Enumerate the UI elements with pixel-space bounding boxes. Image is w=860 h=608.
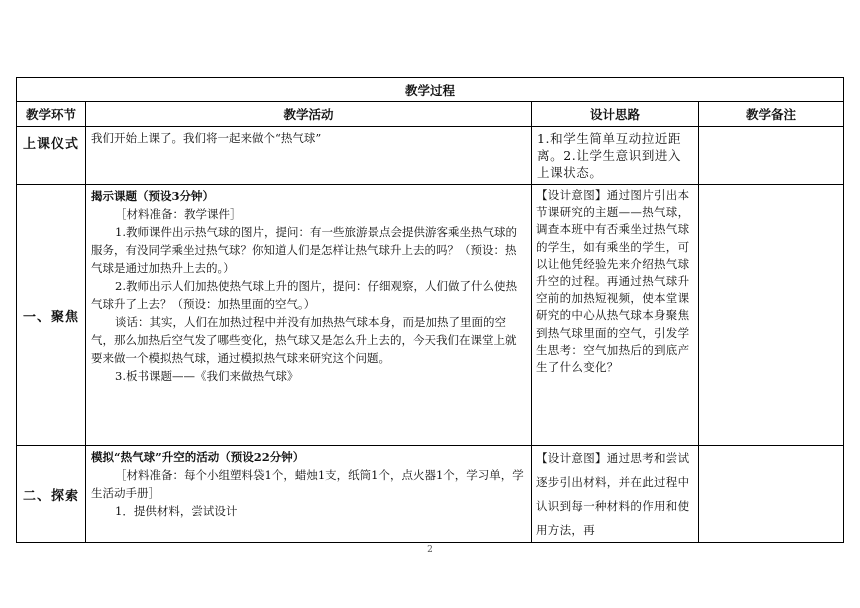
- activity-step: 1.教师课件出示热气球的图片，提问：有一些旅游景点会提供游客乘坐热气球的服务，有没同学乘坐过热气球？你知道人们是怎样让热气球升上去的吗？（预设：热气球是通过加热升上去的。）: [91, 225, 517, 275]
- notes-cell: [699, 127, 844, 185]
- activity-cell: [86, 127, 532, 185]
- table-title-row: [17, 78, 844, 102]
- header-activity: 教学活动: [86, 102, 532, 127]
- activity-step: 1．提供材料，尝试设计: [115, 504, 238, 518]
- materials-note: ［材料准备：每个小组塑料袋1个，蜡烛1支，纸筒1个，点火器1个，学习单，学生活动手册］: [91, 468, 524, 500]
- table-row: [17, 446, 844, 543]
- section-label: 二、探索: [17, 446, 86, 543]
- design-cell: 【设计意图】通过图片引出本节课研究的主题——热气球，调查本班中有否乘坐过热气球的学生，如有乘坐的学生，可以让他凭经验先来介绍热气球升空的过程。再通过热气球升空前的加热短视频，使本堂课研究的中心从热气球本身聚焦到热气球里面的空气，引发学生思考：空气加热后的到底产生了什么变化？: [532, 185, 699, 446]
- table-title: 教学过程: [17, 78, 844, 102]
- materials-note: ［材料准备：教学课件］: [115, 207, 242, 221]
- notes-cell: [699, 185, 844, 446]
- header-design: 设计思路: [532, 102, 699, 127]
- table-row: [17, 185, 844, 446]
- activity-heading: 揭示课题（预设3分钟）: [91, 189, 215, 203]
- table-row: [17, 127, 844, 185]
- section-label: 一、聚焦: [17, 185, 86, 446]
- activity-cell: [86, 446, 532, 543]
- notes-cell: [699, 446, 844, 543]
- page-number: 2: [427, 545, 433, 555]
- activity-talk: 谈话：其实，人们在加热过程中并没有加热热气球本身，而是加热了里面的空气，那么加热后空气发了哪些变化，热气球又是怎么升上去的，今天我们在课堂上就要来做一个模拟热气球，通过模拟热气球来研究这个问题。: [91, 315, 517, 365]
- design-cell: 【设计意图】通过思考和尝试逐步引出材料，并在此过程中认识到每一种材料的作用和使用方法，再: [532, 446, 699, 543]
- activity-step: 2.教师出示人们加热使热气球上升的图片，提问：仔细观察，人们做了什么使热气球升了上去？（预设：加热里面的空气。）: [91, 279, 517, 311]
- design-cell: 1.和学生简单互动拉近距离。2.让学生意识到进入上课状态。: [532, 127, 699, 185]
- lesson-plan-table: [16, 77, 844, 543]
- header-row: [17, 102, 844, 127]
- header-stage: 教学环节: [17, 102, 86, 127]
- activity-heading: 模拟“热气球”升空的活动（预设22分钟）: [91, 450, 305, 464]
- activity-text: 我们开始上课了。我们将一起来做个“热气球”: [91, 131, 322, 145]
- activity-cell: [86, 185, 532, 446]
- activity-step: 3.板书课题——《我们来做热气球》: [115, 369, 299, 383]
- section-label: 上课仪式: [17, 127, 86, 185]
- header-notes: 教学备注: [699, 102, 844, 127]
